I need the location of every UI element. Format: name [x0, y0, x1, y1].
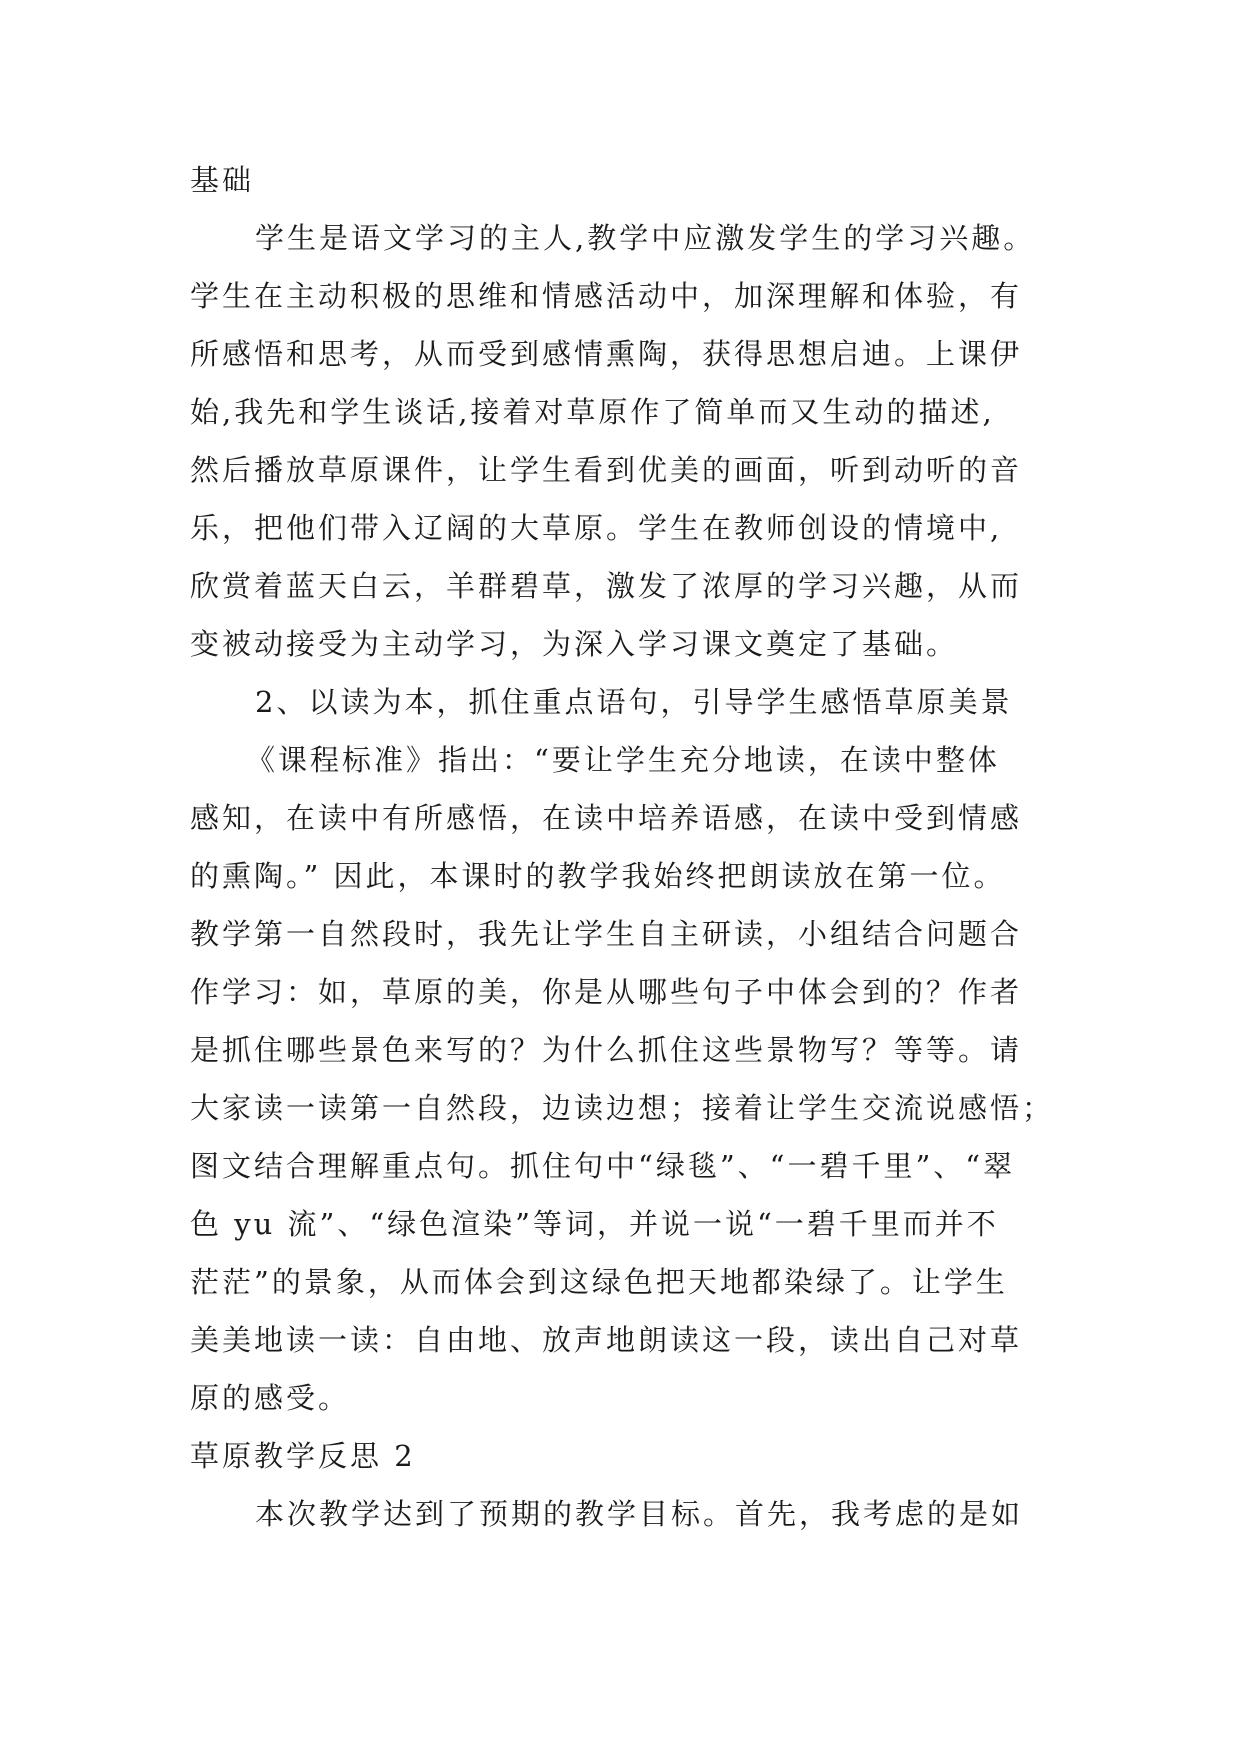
paragraph-start: 学生是语文学习的主人,教学中应激发学生的学习兴趣。: [255, 221, 1036, 255]
text-line: 的熏陶。” 因此，本课时的教学我始终把朗读放在第一位。: [190, 859, 1006, 893]
text-line: 感知，在读中有所感悟，在读中培养语感，在读中受到情感: [190, 801, 1023, 835]
section-title: 草原教学反思 2: [190, 1439, 416, 1473]
text-line: 大家读一读第一自然段，边读边想；接着让学生交流说感悟；: [190, 1091, 1055, 1125]
text-line: 茫茫”的景象，从而体会到这绿色把天地都染绿了。让学生: [190, 1265, 1008, 1299]
text-line: 教学第一自然段时，我先让学生自主研读，小组结合问题合: [190, 917, 1023, 951]
text-line: 色 yu 流”、“绿色渲染”等词，并说一说“一碧千里而并不: [190, 1207, 999, 1241]
text-line: 是抓住哪些景色来写的？为什么抓住这些景物写？等等。请: [190, 1033, 1023, 1067]
text-line: 美美地读一读：自由地、放声地朗读这一段，读出自己对草: [190, 1323, 1023, 1357]
text-line: 所感悟和思考，从而受到感情熏陶，获得思想启迪。上课伊: [190, 337, 1023, 371]
text-line: 然后播放草原课件，让学生看到优美的画面，听到动听的音: [190, 453, 1023, 487]
text-line: 图文结合理解重点句。抓住句中“绿毯”、“一碧千里”、“翠: [190, 1149, 1016, 1183]
paragraph-start: 本次教学达到了预期的教学目标。首先，我考虑的是如: [255, 1497, 1024, 1531]
text-line: 乐，把他们带入辽阔的大草原。学生在教师创设的情境中,: [190, 511, 1003, 545]
text-line: 学生在主动积极的思维和情感活动中，加深理解和体验，有: [190, 279, 1023, 313]
section-heading: 2、以读为本，抓住重点语句，引导学生感悟草原美景: [255, 685, 1013, 719]
text-line: 变被动接受为主动学习，为深入学习课文奠定了基础。: [190, 627, 959, 661]
text-line: 欣赏着蓝天白云，羊群碧草，激发了浓厚的学习兴趣，从而: [190, 569, 1023, 603]
text-line: 原的感受。: [190, 1381, 351, 1415]
text-line: 始,我先和学生谈话,接着对草原作了简单而又生动的描述,: [190, 395, 995, 429]
text-line: 基础: [190, 163, 255, 197]
text-line: 作学习：如，草原的美，你是从哪些句子中体会到的？作者: [190, 975, 1023, 1009]
paragraph-start: 《课程标准》指出：“要让学生充分地读，在读中整体: [246, 743, 1000, 777]
